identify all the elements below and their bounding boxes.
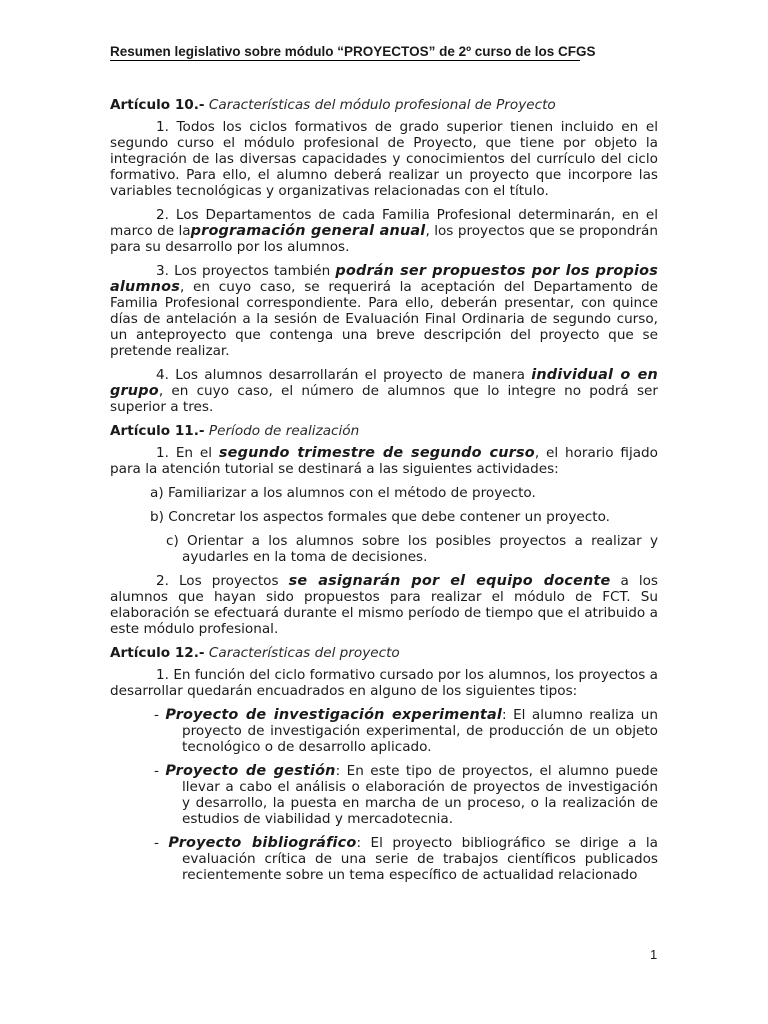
text-span: 4. Los alumnos desarrollarán el proyecto de manera <box>156 367 532 383</box>
text-span: , en cuyo caso, se requerirá la aceptación del Departamento de Familia Profesional correspondiente. Para ello, deberán presentar, con quince días de antelación a la sesión de Evaluación Final Ordinaria de segundo curso, un anteproyecto que contenga una breve descripción del proyecto que se pretende realizar. <box>110 279 658 359</box>
article-11-subtitle: Período de realización <box>208 423 360 439</box>
article-11-paragraph-2 <box>110 573 658 637</box>
article-11-label: Artículo 11.- <box>110 423 205 439</box>
article-10-label: Artículo 10.- <box>110 97 205 113</box>
page-number: 1 <box>650 947 658 962</box>
text-span: 1. En el <box>156 445 219 461</box>
project-type-title: Proyecto de investigación experimental <box>165 707 503 723</box>
emphasis-text: programación general anual <box>190 223 426 239</box>
article-12-label: Artículo 12.- <box>110 645 205 661</box>
article-11-paragraph-1 <box>110 445 658 477</box>
article-10-paragraph-3 <box>110 263 658 359</box>
article-12-paragraph-1: 1. En función del ciclo formativo cursado por los alumnos, los proyectos a desarrollar quedarán encuadrados en alguno de los siguientes tipos: <box>110 667 658 699</box>
article-10-paragraph-1: 1. Todos los ciclos formativos de grado superior tienen incluido en el segundo curso el módulo profesional de Proyecto, que tiene por objeto la integración de las diversas capacidades y conocimientos del currículo del ciclo formativo. Para ello, el alumno deberá realizar un proyecto que incorpore las variables tecnológicas y organizativas relacionadas con el título. <box>110 119 658 199</box>
text-span: 3. Los proyectos también <box>156 263 336 279</box>
article-10-paragraph-2 <box>110 207 658 255</box>
text-span: , los proyectos que se propondrán para su desarrollo por los alumnos. <box>110 223 658 255</box>
article-11-item-c: c) Orientar a los alumnos sobre los posibles proyectos a realizar y ayudarles en la toma de decisiones. <box>166 533 658 565</box>
project-type-item: - Proyecto de gestión: En este tipo de proyectos, el alumno puede llevar a cabo el análisis o elaboración de proyectos de investigación y desarrollo, la puesta en marcha de un proceso, o la realización de estudios de viabilidad y mercadotecnia. <box>154 763 658 827</box>
text-span: , en cuyo caso, el número de alumnos que lo integre no podrá ser superior a tres. <box>110 383 658 415</box>
text-span: 2. Los Departamentos de cada Familia Profesional determinarán, en el marco de la <box>110 207 658 239</box>
project-type-title: Proyecto bibliográfico <box>168 835 357 851</box>
emphasis-text: segundo trimestre de segundo curso <box>218 445 535 461</box>
project-type-text: : En este tipo de proyectos, el alumno puede llevar a cabo el análisis o elaboración de proyectos de investigación y desarrollo, la puesta en marcha de un proceso, o la realización de estudios de viabilidad y mercadotecnia. <box>182 763 658 827</box>
project-type-item: - Proyecto bibliográfico: El proyecto bibliográfico se dirige a la evaluación crítica de una serie de trabajos científicos publicados recientemente sobre un tema específico de actualidad relacionado <box>154 835 658 883</box>
article-10-subtitle: Características del módulo profesional de Proyecto <box>208 97 556 113</box>
article-10-heading <box>110 97 658 113</box>
emphasis-text: podrán ser propuestos por los propios alumnos <box>110 263 659 295</box>
article-12-subtitle: Características del proyecto <box>208 645 400 661</box>
article-11-heading <box>110 423 658 439</box>
article-10-paragraph-4 <box>110 367 658 415</box>
article-11-item-a: a) Familiarizar a los alumnos con el método de proyecto. <box>150 485 536 501</box>
article-12-heading <box>110 645 658 661</box>
text-span: 2. Los proyectos <box>156 573 289 589</box>
emphasis-text: se asignarán por el equipo docente <box>288 573 611 589</box>
article-11-item-b: b) Concretar los aspectos formales que debe contener un proyecto. <box>150 509 610 525</box>
emphasis-text: individual o en grupo <box>110 367 658 399</box>
text-span: , el horario fijado para la atención tutorial se destinará a las siguientes actividades: <box>110 445 659 477</box>
project-type-text: : El proyecto bibliográfico se dirige a la evaluación crítica de una serie de trabajos científicos publicados recientemente sobre un tema específico de actualidad relacionado <box>182 835 658 883</box>
document-body <box>110 97 658 891</box>
project-type-item: - Proyecto de investigación experimental: El alumno realiza un proyecto de investigación experimental, de producción de un objeto tecnológico o de desarrollo aplicado. <box>154 707 658 755</box>
project-type-title: Proyecto de gestión <box>165 763 336 779</box>
project-type-text: : El alumno realiza un proyecto de investigación experimental, de producción de un objeto tecnológico o de desarrollo aplicado. <box>182 707 658 755</box>
text-span: a los alumnos que hayan sido propuestos para realizar el módulo de FCT. Su elaboración se efectuará durante el mismo período de tiempo que el atribuido a este módulo profesional. <box>110 573 658 637</box>
document-header: Resumen legislativo sobre módulo “PROYECTOS” de 2º curso de los CFGS <box>110 44 596 59</box>
